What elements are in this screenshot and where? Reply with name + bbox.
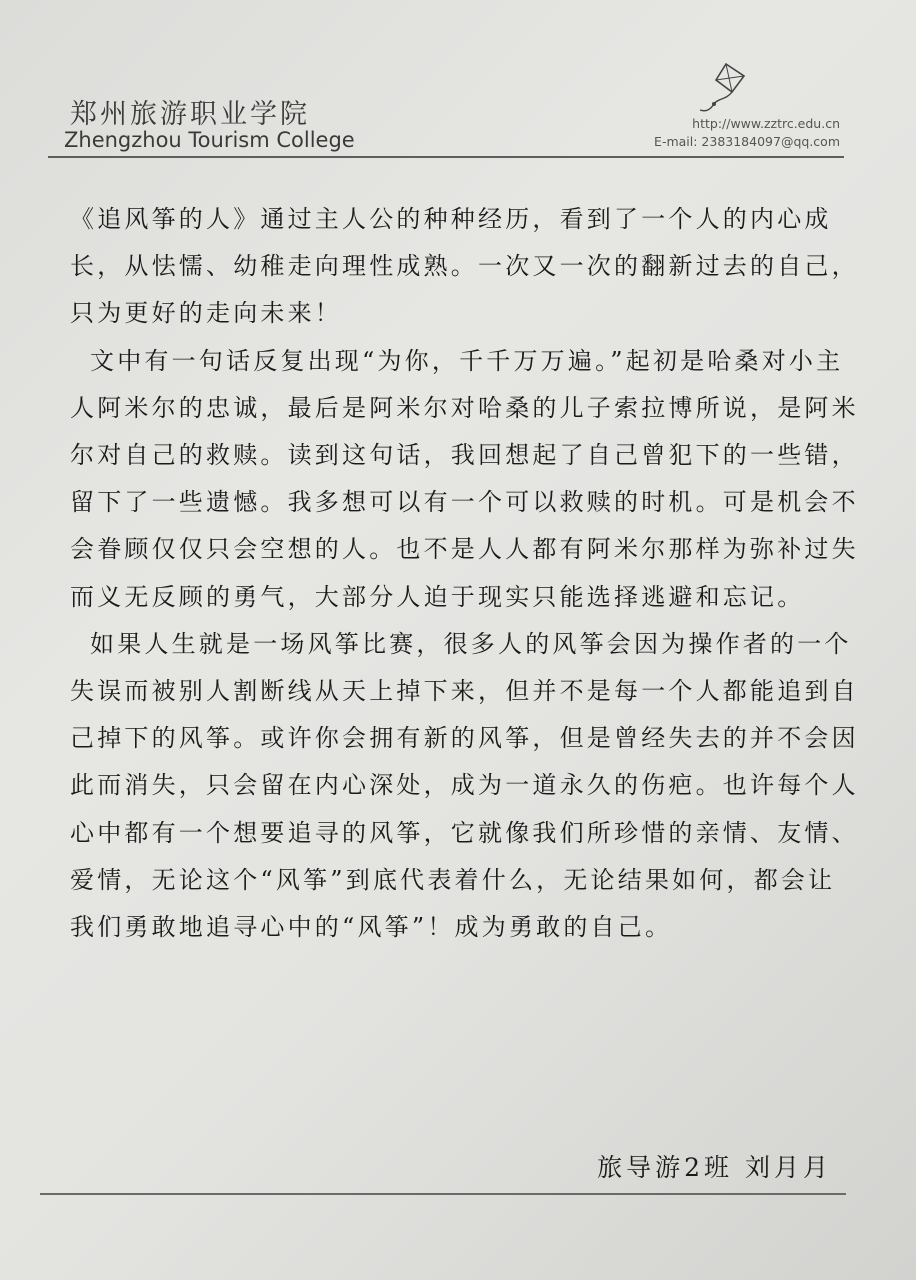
essay-body	[70, 196, 860, 951]
college-url: http://www.zztrc.edu.cn	[692, 116, 840, 131]
header-divider	[48, 156, 844, 158]
essay-paragraph: 如果人生就是一场风筝比赛，很多人的风筝会因为操作者的一个失误而被别人割断线从天上掉下来，但并不是每一个人都能追到自己掉下的风筝。或许你会拥有新的风筝，但是曾经失去的并不会因此而消失，只会留在内心深处，成为一道永久的伤疤。也许每个人心中都有一个想要追寻的风筝，它就像我们所珍惜的亲情、友情、爱情，无论这个“风筝”到底代表着什么，无论结果如何，都会让我们勇敢地追寻心中的“风筝”！成为勇敢的自己。	[70, 629, 859, 942]
footer-divider	[40, 1193, 846, 1195]
college-name-en: Zhengzhou Tourism College	[64, 128, 355, 152]
author-signature: 旅导游2班 刘月月	[597, 1153, 832, 1182]
college-name-cn: 郑州旅游职业学院	[70, 99, 310, 130]
essay-paragraph: 文中有一句话反复出现“为你，千千万万遍。”起初是哈桑对小主人阿米尔的忠诚，最后是阿米尔对哈桑的儿子索拉博所说，是阿米尔对自己的救赎。读到这句话，我回想起了自己曾犯下的一些错，留下了一些遗憾。我多想可以有一个可以救赎的时机。可是机会不会眷顾仅仅只会空想的人。也不是人人都有阿米尔那样为弥补过失而义无反顾的勇气，大部分人迫于现实只能选择逃避和忘记。	[70, 346, 859, 611]
kite-icon	[692, 60, 752, 116]
essay-paragraph: 《追风筝的人》通过主人公的种种经历，看到了一个人的内心成长，从怯懦、幼稚走向理性成熟。一次又一次的翻新过去的自己，只为更好的走向未来！	[70, 205, 859, 328]
college-email: E-mail: 2383184097@qq.com	[654, 134, 840, 149]
